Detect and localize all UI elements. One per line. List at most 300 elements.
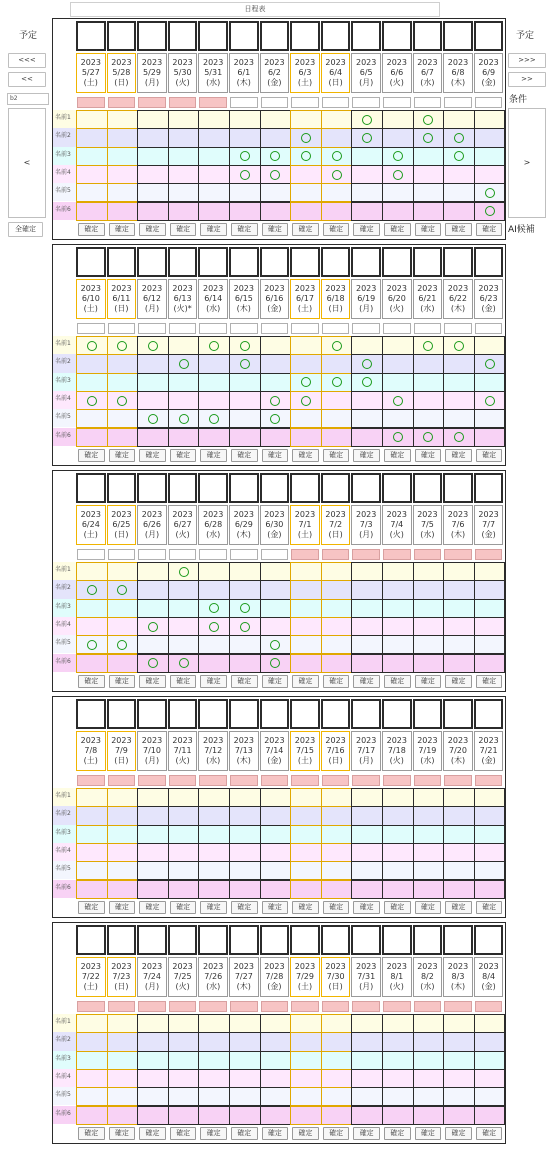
schedule-cell[interactable] — [382, 1051, 414, 1070]
schedule-cell[interactable] — [382, 861, 414, 880]
schedule-cell[interactable] — [198, 1014, 230, 1033]
schedule-cell[interactable] — [474, 409, 506, 428]
schedule-cell[interactable] — [76, 1087, 108, 1106]
confirm-button[interactable]: 確定 — [445, 449, 472, 462]
date-cell[interactable] — [107, 957, 137, 997]
top-slot-cell[interactable] — [443, 473, 473, 503]
schedule-cell[interactable] — [382, 635, 414, 654]
schedule-cell[interactable] — [260, 354, 292, 373]
confirm-button[interactable]: 確定 — [78, 901, 105, 914]
schedule-cell[interactable] — [382, 147, 414, 166]
schedule-cell[interactable] — [229, 183, 261, 202]
top-slot-cell[interactable] — [351, 21, 381, 51]
schedule-cell[interactable] — [168, 825, 200, 844]
schedule-cell[interactable] — [290, 1106, 322, 1125]
schedule-cell[interactable] — [443, 1087, 475, 1106]
schedule-cell[interactable] — [290, 861, 322, 880]
confirm-button[interactable]: 確定 — [109, 1127, 136, 1140]
schedule-cell[interactable] — [198, 635, 230, 654]
prev-page-button[interactable]: < — [8, 108, 46, 218]
top-slot-cell[interactable] — [198, 21, 228, 51]
schedule-cell[interactable] — [351, 428, 383, 447]
schedule-cell[interactable] — [474, 1087, 506, 1106]
schedule-cell[interactable] — [198, 1069, 230, 1088]
schedule-cell[interactable] — [290, 1051, 322, 1070]
top-slot-cell[interactable] — [107, 21, 137, 51]
schedule-cell[interactable] — [290, 635, 322, 654]
confirm-button[interactable]: 確定 — [292, 1127, 319, 1140]
schedule-cell[interactable] — [198, 861, 230, 880]
top-slot-cell[interactable] — [290, 925, 320, 955]
schedule-cell[interactable] — [168, 336, 200, 355]
confirm-button[interactable]: 確定 — [415, 901, 442, 914]
top-slot-cell[interactable] — [351, 473, 381, 503]
status-cell[interactable] — [475, 323, 503, 334]
schedule-cell[interactable] — [351, 1106, 383, 1125]
schedule-cell[interactable] — [290, 409, 322, 428]
confirm-button[interactable]: 確定 — [384, 1127, 411, 1140]
schedule-cell[interactable] — [382, 183, 414, 202]
top-slot-cell[interactable] — [474, 21, 504, 51]
status-cell[interactable] — [169, 775, 197, 786]
schedule-cell[interactable] — [198, 409, 230, 428]
schedule-cell[interactable] — [351, 1087, 383, 1106]
schedule-cell[interactable] — [474, 165, 506, 184]
schedule-cell[interactable] — [198, 183, 230, 202]
schedule-cell[interactable] — [474, 147, 506, 166]
schedule-cell[interactable] — [321, 183, 353, 202]
top-slot-cell[interactable] — [168, 247, 198, 277]
status-cell[interactable] — [475, 97, 503, 108]
schedule-cell[interactable] — [198, 147, 230, 166]
date-cell[interactable] — [321, 279, 351, 319]
schedule-cell[interactable] — [260, 1051, 292, 1070]
schedule-cell[interactable] — [168, 202, 200, 221]
schedule-cell[interactable] — [474, 617, 506, 636]
status-cell[interactable] — [77, 323, 105, 334]
confirm-button[interactable]: 確定 — [109, 449, 136, 462]
status-cell[interactable] — [261, 97, 289, 108]
schedule-cell[interactable] — [229, 373, 261, 392]
schedule-cell[interactable] — [76, 1014, 108, 1033]
schedule-cell[interactable] — [198, 128, 230, 147]
date-cell[interactable] — [229, 505, 259, 545]
schedule-cell[interactable] — [382, 1032, 414, 1051]
date-cell[interactable] — [107, 53, 137, 93]
schedule-cell[interactable] — [321, 354, 353, 373]
schedule-cell[interactable] — [260, 635, 292, 654]
schedule-cell[interactable] — [443, 861, 475, 880]
schedule-cell[interactable] — [107, 202, 139, 221]
confirm-button[interactable]: 確定 — [445, 1127, 472, 1140]
schedule-cell[interactable] — [107, 788, 139, 807]
confirm-button[interactable]: 確定 — [262, 223, 289, 236]
schedule-cell[interactable] — [168, 806, 200, 825]
schedule-cell[interactable] — [321, 635, 353, 654]
schedule-cell[interactable] — [413, 1106, 445, 1125]
date-cell[interactable] — [76, 505, 106, 545]
status-cell[interactable] — [169, 549, 197, 560]
schedule-cell[interactable] — [382, 428, 414, 447]
date-cell[interactable] — [260, 53, 290, 93]
status-cell[interactable] — [291, 97, 319, 108]
top-slot-cell[interactable] — [321, 473, 351, 503]
status-cell[interactable] — [261, 323, 289, 334]
schedule-cell[interactable] — [107, 409, 139, 428]
schedule-cell[interactable] — [321, 788, 353, 807]
confirm-button[interactable]: 確定 — [139, 449, 166, 462]
schedule-cell[interactable] — [198, 336, 230, 355]
date-cell[interactable] — [137, 957, 167, 997]
next-button[interactable]: >> — [508, 72, 546, 87]
schedule-cell[interactable] — [413, 128, 445, 147]
schedule-cell[interactable] — [168, 409, 200, 428]
prev-button[interactable]: << — [8, 72, 46, 87]
confirm-button[interactable]: 確定 — [109, 675, 136, 688]
top-slot-cell[interactable] — [321, 699, 351, 729]
confirm-button[interactable]: 確定 — [415, 449, 442, 462]
confirm-button[interactable]: 確定 — [415, 1127, 442, 1140]
schedule-cell[interactable] — [290, 147, 322, 166]
schedule-cell[interactable] — [443, 147, 475, 166]
confirm-button[interactable]: 確定 — [476, 675, 503, 688]
schedule-cell[interactable] — [229, 580, 261, 599]
top-slot-cell[interactable] — [168, 473, 198, 503]
schedule-cell[interactable] — [107, 354, 139, 373]
status-cell[interactable] — [77, 549, 105, 560]
schedule-cell[interactable] — [229, 409, 261, 428]
schedule-cell[interactable] — [290, 825, 322, 844]
status-cell[interactable] — [291, 1001, 319, 1012]
schedule-cell[interactable] — [413, 1069, 445, 1088]
schedule-cell[interactable] — [229, 1051, 261, 1070]
date-cell[interactable] — [290, 505, 320, 545]
schedule-cell[interactable] — [351, 165, 383, 184]
status-cell[interactable] — [138, 323, 166, 334]
top-slot-cell[interactable] — [76, 247, 106, 277]
schedule-cell[interactable] — [321, 147, 353, 166]
date-cell[interactable] — [229, 957, 259, 997]
schedule-cell[interactable] — [321, 880, 353, 899]
schedule-cell[interactable] — [229, 202, 261, 221]
schedule-cell[interactable] — [137, 825, 169, 844]
date-cell[interactable] — [229, 53, 259, 93]
schedule-cell[interactable] — [198, 354, 230, 373]
schedule-cell[interactable] — [290, 599, 322, 618]
schedule-cell[interactable] — [137, 861, 169, 880]
schedule-cell[interactable] — [260, 861, 292, 880]
schedule-cell[interactable] — [168, 1032, 200, 1051]
schedule-cell[interactable] — [290, 580, 322, 599]
confirm-button[interactable]: 確定 — [78, 449, 105, 462]
top-slot-cell[interactable] — [229, 21, 259, 51]
top-slot-cell[interactable] — [137, 699, 167, 729]
schedule-cell[interactable] — [168, 562, 200, 581]
status-cell[interactable] — [138, 775, 166, 786]
schedule-cell[interactable] — [137, 580, 169, 599]
schedule-cell[interactable] — [290, 788, 322, 807]
schedule-cell[interactable] — [229, 861, 261, 880]
status-cell[interactable] — [475, 775, 503, 786]
top-slot-cell[interactable] — [260, 925, 290, 955]
top-slot-cell[interactable] — [382, 925, 412, 955]
confirm-button[interactable]: 確定 — [200, 223, 227, 236]
confirm-button[interactable]: 確定 — [170, 449, 197, 462]
status-cell[interactable] — [322, 1001, 350, 1012]
confirm-button[interactable]: 確定 — [476, 449, 503, 462]
schedule-cell[interactable] — [321, 825, 353, 844]
top-slot-cell[interactable] — [474, 699, 504, 729]
schedule-cell[interactable] — [260, 165, 292, 184]
date-cell[interactable] — [351, 731, 381, 771]
schedule-cell[interactable] — [474, 880, 506, 899]
schedule-cell[interactable] — [260, 599, 292, 618]
date-cell[interactable] — [168, 957, 198, 997]
top-slot-cell[interactable] — [413, 925, 443, 955]
status-cell[interactable] — [108, 549, 136, 560]
confirm-button[interactable]: 確定 — [353, 675, 380, 688]
schedule-cell[interactable] — [351, 843, 383, 862]
schedule-cell[interactable] — [351, 880, 383, 899]
status-cell[interactable] — [77, 775, 105, 786]
schedule-cell[interactable] — [443, 128, 475, 147]
schedule-cell[interactable] — [76, 128, 108, 147]
schedule-cell[interactable] — [290, 562, 322, 581]
schedule-cell[interactable] — [474, 373, 506, 392]
schedule-cell[interactable] — [137, 428, 169, 447]
confirm-button[interactable]: 確定 — [109, 901, 136, 914]
schedule-cell[interactable] — [107, 617, 139, 636]
schedule-cell[interactable] — [168, 147, 200, 166]
schedule-cell[interactable] — [443, 825, 475, 844]
condition-label[interactable]: 条件 — [509, 95, 528, 105]
schedule-cell[interactable] — [168, 128, 200, 147]
schedule-cell[interactable] — [382, 599, 414, 618]
schedule-cell[interactable] — [474, 825, 506, 844]
date-cell[interactable] — [229, 731, 259, 771]
status-cell[interactable] — [261, 775, 289, 786]
schedule-cell[interactable] — [474, 654, 506, 673]
status-cell[interactable] — [77, 97, 105, 108]
confirm-button[interactable]: 確定 — [445, 223, 472, 236]
schedule-cell[interactable] — [76, 409, 108, 428]
date-cell[interactable] — [76, 731, 106, 771]
schedule-cell[interactable] — [382, 391, 414, 410]
schedule-cell[interactable] — [351, 654, 383, 673]
schedule-cell[interactable] — [137, 183, 169, 202]
schedule-cell[interactable] — [474, 183, 506, 202]
schedule-cell[interactable] — [474, 428, 506, 447]
schedule-cell[interactable] — [137, 1106, 169, 1125]
schedule-cell[interactable] — [198, 373, 230, 392]
top-slot-cell[interactable] — [290, 21, 320, 51]
schedule-cell[interactable] — [168, 1014, 200, 1033]
schedule-cell[interactable] — [168, 654, 200, 673]
schedule-cell[interactable] — [260, 1014, 292, 1033]
confirm-button[interactable]: 確定 — [78, 223, 105, 236]
schedule-cell[interactable] — [382, 336, 414, 355]
schedule-cell[interactable] — [229, 825, 261, 844]
status-cell[interactable] — [352, 97, 380, 108]
schedule-cell[interactable] — [260, 110, 292, 129]
confirm-button[interactable]: 確定 — [262, 449, 289, 462]
schedule-cell[interactable] — [413, 373, 445, 392]
top-slot-cell[interactable] — [443, 699, 473, 729]
date-cell[interactable] — [229, 279, 259, 319]
confirm-button[interactable]: 確定 — [323, 223, 350, 236]
schedule-cell[interactable] — [137, 1032, 169, 1051]
status-cell[interactable] — [414, 775, 442, 786]
top-slot-cell[interactable] — [474, 247, 504, 277]
date-cell[interactable] — [260, 279, 290, 319]
confirm-button[interactable]: 確定 — [353, 1127, 380, 1140]
schedule-cell[interactable] — [474, 1032, 506, 1051]
schedule-cell[interactable] — [443, 1106, 475, 1125]
schedule-cell[interactable] — [76, 562, 108, 581]
schedule-cell[interactable] — [107, 1087, 139, 1106]
date-cell[interactable] — [413, 957, 443, 997]
status-cell[interactable] — [169, 1001, 197, 1012]
schedule-cell[interactable] — [260, 373, 292, 392]
top-slot-cell[interactable] — [137, 925, 167, 955]
schedule-cell[interactable] — [290, 1032, 322, 1051]
schedule-cell[interactable] — [382, 580, 414, 599]
status-cell[interactable] — [199, 323, 227, 334]
schedule-cell[interactable] — [198, 1087, 230, 1106]
confirm-button[interactable]: 確定 — [78, 675, 105, 688]
status-cell[interactable] — [169, 97, 197, 108]
confirm-button[interactable]: 確定 — [231, 1127, 258, 1140]
top-slot-cell[interactable] — [229, 699, 259, 729]
schedule-cell[interactable] — [198, 165, 230, 184]
schedule-cell[interactable] — [351, 147, 383, 166]
schedule-cell[interactable] — [443, 1051, 475, 1070]
schedule-cell[interactable] — [351, 1014, 383, 1033]
schedule-cell[interactable] — [474, 202, 506, 221]
schedule-cell[interactable] — [168, 110, 200, 129]
status-cell[interactable] — [108, 323, 136, 334]
date-cell[interactable] — [443, 505, 473, 545]
date-cell[interactable] — [76, 279, 106, 319]
schedule-cell[interactable] — [76, 825, 108, 844]
confirm-button[interactable]: 確定 — [292, 675, 319, 688]
schedule-cell[interactable] — [413, 1087, 445, 1106]
confirm-button[interactable]: 確定 — [384, 901, 411, 914]
schedule-cell[interactable] — [168, 354, 200, 373]
schedule-cell[interactable] — [474, 635, 506, 654]
schedule-cell[interactable] — [351, 617, 383, 636]
schedule-cell[interactable] — [76, 635, 108, 654]
schedule-cell[interactable] — [474, 580, 506, 599]
confirm-button[interactable]: 確定 — [476, 223, 503, 236]
schedule-cell[interactable] — [474, 336, 506, 355]
schedule-cell[interactable] — [107, 428, 139, 447]
schedule-cell[interactable] — [413, 1051, 445, 1070]
top-slot-cell[interactable] — [198, 699, 228, 729]
date-cell[interactable] — [168, 505, 198, 545]
schedule-cell[interactable] — [107, 1032, 139, 1051]
schedule-cell[interactable] — [76, 391, 108, 410]
schedule-cell[interactable] — [260, 1106, 292, 1125]
status-cell[interactable] — [138, 97, 166, 108]
schedule-cell[interactable] — [229, 128, 261, 147]
top-slot-cell[interactable] — [168, 925, 198, 955]
schedule-cell[interactable] — [290, 391, 322, 410]
schedule-cell[interactable] — [198, 843, 230, 862]
schedule-cell[interactable] — [76, 165, 108, 184]
schedule-cell[interactable] — [443, 202, 475, 221]
schedule-cell[interactable] — [382, 1087, 414, 1106]
schedule-cell[interactable] — [168, 580, 200, 599]
schedule-cell[interactable] — [474, 1051, 506, 1070]
schedule-cell[interactable] — [413, 354, 445, 373]
schedule-cell[interactable] — [260, 562, 292, 581]
schedule-cell[interactable] — [443, 428, 475, 447]
confirm-button[interactable]: 確定 — [170, 901, 197, 914]
confirm-button[interactable]: 確定 — [200, 675, 227, 688]
confirm-button[interactable]: 確定 — [139, 901, 166, 914]
top-slot-cell[interactable] — [474, 473, 504, 503]
date-cell[interactable] — [137, 279, 167, 319]
schedule-cell[interactable] — [351, 599, 383, 618]
schedule-cell[interactable] — [107, 580, 139, 599]
schedule-cell[interactable] — [413, 147, 445, 166]
schedule-cell[interactable] — [443, 1069, 475, 1088]
schedule-cell[interactable] — [321, 409, 353, 428]
schedule-cell[interactable] — [290, 183, 322, 202]
confirm-button[interactable]: 確定 — [231, 901, 258, 914]
next-page-button[interactable]: > — [508, 108, 546, 218]
status-cell[interactable] — [444, 1001, 472, 1012]
schedule-cell[interactable] — [229, 635, 261, 654]
date-cell[interactable] — [413, 505, 443, 545]
schedule-cell[interactable] — [321, 1087, 353, 1106]
top-slot-cell[interactable] — [443, 247, 473, 277]
schedule-cell[interactable] — [351, 336, 383, 355]
schedule-cell[interactable] — [137, 165, 169, 184]
schedule-cell[interactable] — [76, 788, 108, 807]
schedule-cell[interactable] — [474, 354, 506, 373]
schedule-cell[interactable] — [321, 336, 353, 355]
status-cell[interactable] — [475, 549, 503, 560]
top-slot-cell[interactable] — [413, 21, 443, 51]
schedule-cell[interactable] — [351, 110, 383, 129]
schedule-cell[interactable] — [229, 617, 261, 636]
date-cell[interactable] — [382, 505, 412, 545]
date-cell[interactable] — [321, 505, 351, 545]
schedule-cell[interactable] — [76, 617, 108, 636]
confirm-button[interactable]: 確定 — [384, 675, 411, 688]
schedule-cell[interactable] — [351, 409, 383, 428]
date-cell[interactable] — [474, 731, 504, 771]
schedule-cell[interactable] — [382, 806, 414, 825]
schedule-cell[interactable] — [474, 788, 506, 807]
top-slot-cell[interactable] — [137, 473, 167, 503]
top-slot-cell[interactable] — [107, 699, 137, 729]
schedule-cell[interactable] — [382, 843, 414, 862]
schedule-cell[interactable] — [198, 599, 230, 618]
schedule-cell[interactable] — [413, 562, 445, 581]
schedule-cell[interactable] — [260, 391, 292, 410]
status-cell[interactable] — [352, 323, 380, 334]
confirm-button[interactable]: 確定 — [200, 449, 227, 462]
schedule-cell[interactable] — [290, 354, 322, 373]
schedule-cell[interactable] — [76, 354, 108, 373]
schedule-cell[interactable] — [443, 562, 475, 581]
schedule-cell[interactable] — [137, 409, 169, 428]
schedule-cell[interactable] — [321, 391, 353, 410]
date-cell[interactable] — [260, 731, 290, 771]
